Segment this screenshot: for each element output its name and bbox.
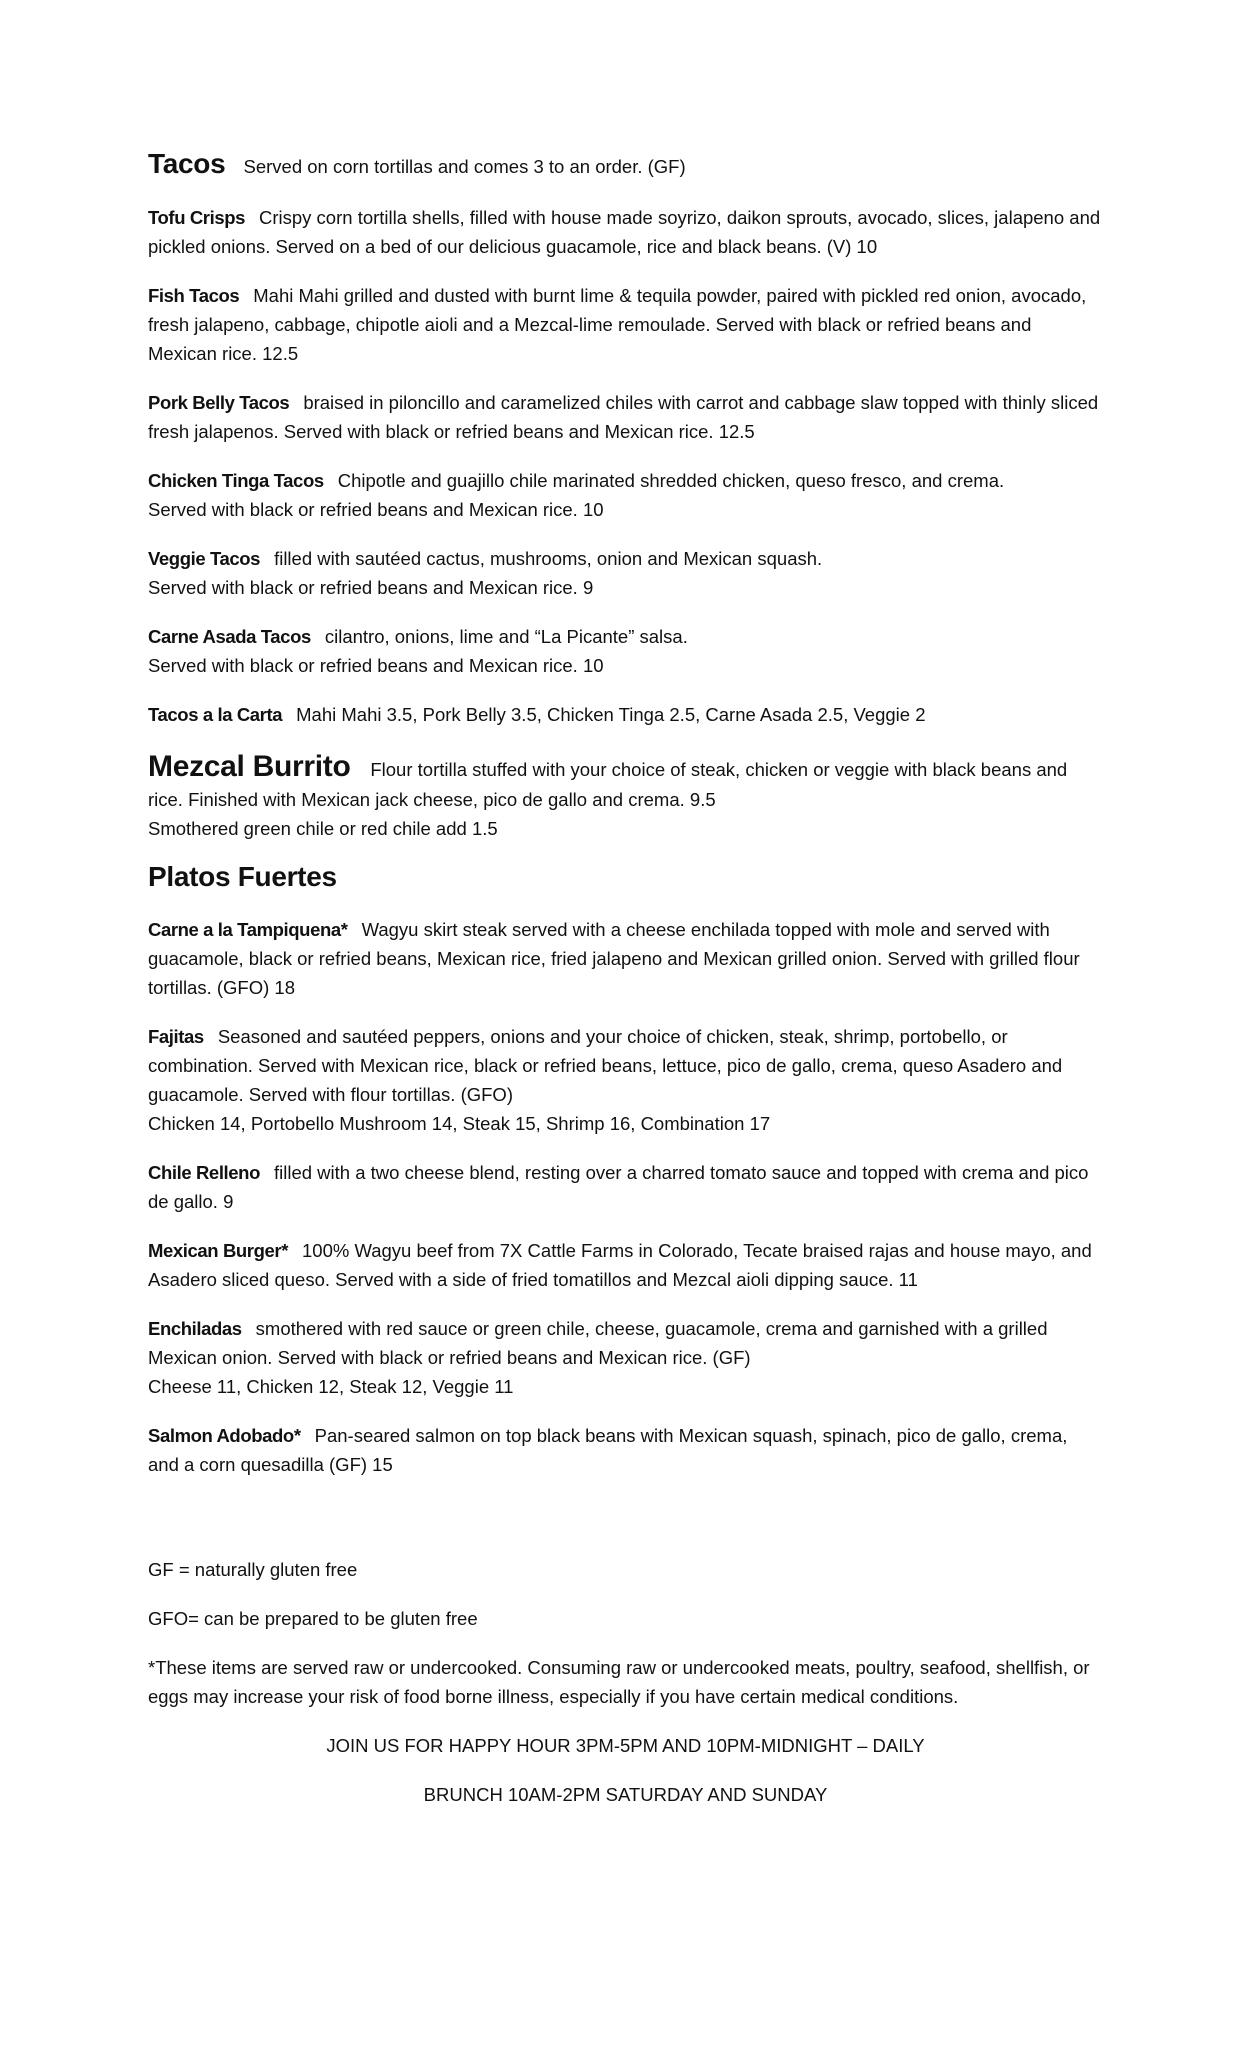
item-name: Mexican Burger* [148,1240,297,1261]
item-description: smothered with red sauce or green chile, cheese, guacamole, crema and garnished with a grilled Mexican onion. Served with black or refried beans and Mexican rice. (GF) [148,1318,1048,1368]
menu-item-pork-belly-tacos [148,388,1103,446]
raw-warning-note: *These items are served raw or undercooked. Consuming raw or undercooked meats, poultry, seafood, shellfish, or eggs may increase your risk of food borne illness, especially if you have certain medical conditions. [148,1657,1090,1707]
menu-item-carne-a-la-tampiquena [148,915,1103,1002]
brunch-banner: BRUNCH 10AM-2PM SATURDAY AND SUNDAY [423,1784,828,1805]
item-name: Chile Relleno [148,1162,269,1183]
tacos-title: Tacos [148,148,240,179]
item-description: 100% Wagyu beef from 7X Cattle Farms in Colorado, Tecate braised rajas and house mayo, and Asadero sliced queso. Served with a side of fried tomatillos and Mezcal aioli dipping sauce. 11 [148,1240,1092,1290]
menu-item-tofu-crisps [148,203,1103,261]
item-name: Enchiladas [148,1318,251,1339]
item-description: Mahi Mahi 3.5, Pork Belly 3.5, Chicken Tinga 2.5, Carne Asada 2.5, Veggie 2 [296,704,926,725]
menu-item-chile-relleno [148,1158,1103,1216]
item-name: Fish Tacos [148,285,249,306]
item-description: filled with a two cheese blend, resting over a charred tomato sauce and topped with crema and pico de gallo. 9 [148,1162,1089,1212]
menu-item-enchiladas [148,1314,1103,1401]
item-name: Fajitas [148,1026,213,1047]
item-extra: Served with black or refried beans and Mexican rice. 10 [148,499,604,520]
item-extra: Chicken 14, Portobello Mushroom 14, Steak 15, Shrimp 16, Combination 17 [148,1113,771,1134]
item-description: Crispy corn tortilla shells, filled with house made soyrizo, daikon sprouts, avocado, slices, jalapeno and pickled onions. Served on a bed of our delicious guacamole, rice and black beans. (V) 10 [148,207,1101,257]
item-name: Veggie Tacos [148,548,269,569]
menu-item-chicken-tinga-tacos [148,466,1103,524]
burrito-section [148,749,1103,843]
menu-page [148,146,1103,1829]
tacos-description: Served on corn tortillas and comes 3 to an order. (GF) [243,156,686,177]
item-name: Salmon Adobado* [148,1425,310,1446]
menu-item-tacos-a-la-carta [148,700,1103,729]
item-description: cilantro, onions, lime and “La Picante” salsa. [324,626,688,647]
menu-item-carne-asada-tacos [148,622,1103,680]
item-extra: Served with black or refried beans and Mexican rice. 10 [148,655,604,676]
item-name: Chicken Tinga Tacos [148,470,333,491]
item-description: Seasoned and sautéed peppers, onions and your choice of chicken, steak, shrimp, portobello, or combination. Served with Mexican rice, black or refried beans, lettuce, pico de gallo, crema, queso Asadero and guacamole. Served with flour tortillas. (GFO) [148,1026,1063,1105]
tacos-section-header [148,146,1103,181]
item-description: Wagyu skirt steak served with a cheese enchilada topped with mole and served with guacamole, black or refried beans, Mexican rice, fried jalapeno and Mexican grilled onion. Served with grilled flour tortillas. (GFO) 18 [148,919,1080,998]
burrito-description: Flour tortilla stuffed with your choice of steak, chicken or veggie with black beans and rice. Finished with Mexican jack cheese, pico de gallo and crema. 9.5 [148,759,1068,810]
item-description: filled with sautéed cactus, mushrooms, onion and Mexican squash. [274,548,823,569]
item-description: Pan-seared salmon on top black beans with Mexican squash, spinach, pico de gallo, crema, and a corn quesadilla (GF) 15 [148,1425,1068,1475]
item-description: braised in piloncillo and caramelized chiles with carrot and cabbage slaw topped with thinly sliced fresh jalapenos. Served with black or refried beans and Mexican rice. 12.5 [148,392,1099,442]
menu-item-salmon-adobado [148,1421,1103,1479]
gf-note: GF = naturally gluten free [148,1559,358,1580]
happy-hour-banner: JOIN US FOR HAPPY HOUR 3PM-5PM AND 10PM-MIDNIGHT – DAILY [326,1735,925,1756]
burrito-extra: Smothered green chile or red chile add 1.5 [148,818,498,839]
item-name: Carne Asada Tacos [148,626,320,647]
menu-item-fajitas [148,1022,1103,1138]
gfo-note: GFO= can be prepared to be gluten free [148,1608,478,1629]
item-extra: Served with black or refried beans and Mexican rice. 9 [148,577,594,598]
menu-item-veggie-tacos [148,544,1103,602]
item-name: Carne a la Tampiquena* [148,919,357,940]
menu-item-fish-tacos [148,281,1103,368]
platos-fuertes-title: Platos Fuertes [148,861,337,892]
item-description: Chipotle and guajillo chile marinated shredded chicken, queso fresco, and crema. [337,470,1005,491]
menu-item-mexican-burger [148,1236,1103,1294]
spacer [148,1499,1103,1555]
item-name: Tacos a la Carta [148,704,291,725]
burrito-title: Mezcal Burrito [148,750,366,783]
item-name: Pork Belly Tacos [148,392,299,413]
item-description: Mahi Mahi grilled and dusted with burnt lime & tequila powder, paired with pickled red onion, avocado, fresh jalapeno, cabbage, chipotle aioli and a Mezcal-lime remoulade. Served with black or refried beans and Mexican rice. 12.5 [148,285,1087,364]
item-extra: Cheese 11, Chicken 12, Steak 12, Veggie 11 [148,1376,514,1397]
item-name: Tofu Crisps [148,207,254,228]
